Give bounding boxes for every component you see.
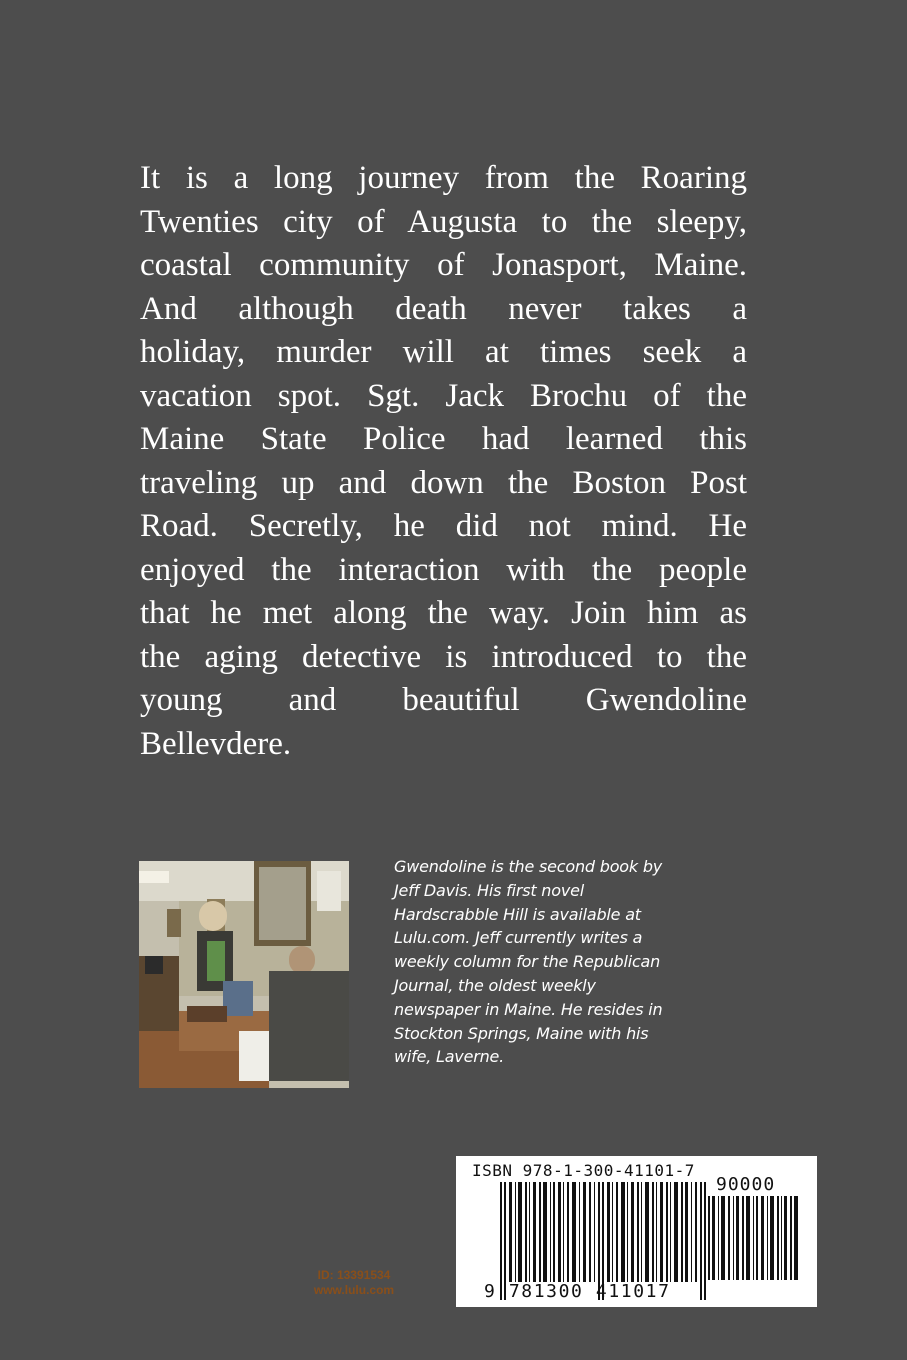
bio-line: Lulu.com. Jeff currently writes a (394, 928, 643, 948)
author-photo (139, 861, 349, 1088)
blurb-line: It is a long journey from the Roaring (140, 160, 747, 196)
blurb-line: enjoyed the interaction with the people (140, 551, 747, 588)
blurb-line: that he met along the way. Join him as (140, 595, 747, 631)
bio-line: newspaper in Maine. He resides in (394, 999, 663, 1019)
blurb-line: And although death never takes a (140, 290, 747, 327)
publisher-id: ID: 13391534 (317, 1268, 391, 1282)
blurb-line: vacation spot. Sgt. Jack Brochu of the (140, 377, 747, 414)
blurb-line: Maine State Police had learned this (140, 421, 747, 457)
bio-line: Jeff Davis. His first novel (394, 880, 584, 900)
author-signing-photo-illustration (139, 861, 349, 1088)
blurb-line: the aging detective is introduced to the (140, 638, 747, 675)
addon-barcode-bars (708, 1196, 800, 1280)
back-cover-blurb (140, 157, 747, 766)
bio-line: Stockton Springs, Maine with his (394, 1023, 649, 1043)
bio-line: wife, Laverne. (394, 1047, 505, 1067)
publisher-url: www.lulu.com (313, 1283, 395, 1297)
blurb-line: Bellevdere. (140, 725, 292, 762)
isbn-label: ISBN 978-1-300-41101-7 (472, 1161, 695, 1180)
blurb-line: traveling up and down the Boston Post (140, 464, 747, 501)
bio-line: Hardscrabble Hill is available at (394, 904, 641, 924)
isbn-barcode (456, 1156, 817, 1307)
blurb-line: young and beautiful Gwendoline (140, 682, 747, 718)
blurb-line: Road. Secretly, he did not mind. He (140, 508, 747, 544)
bio-line: Gwendoline is the second book by (394, 857, 663, 876)
bio-line: weekly column for the Republican (394, 952, 661, 972)
bio-line: Journal, the oldest weekly (394, 975, 596, 995)
publisher-id-block (299, 1268, 409, 1298)
blurb-line: holiday, murder will at times seek a (140, 334, 747, 370)
blurb-line: Twenties city of Augusta to the sleepy, (140, 203, 747, 240)
author-bio (394, 855, 724, 1069)
barcode-addon-number: 90000 (716, 1174, 776, 1195)
blurb-line: coastal community of Jonasport, Maine. (140, 247, 747, 283)
ean-digits: 9 781300 411017 (484, 1281, 671, 1302)
